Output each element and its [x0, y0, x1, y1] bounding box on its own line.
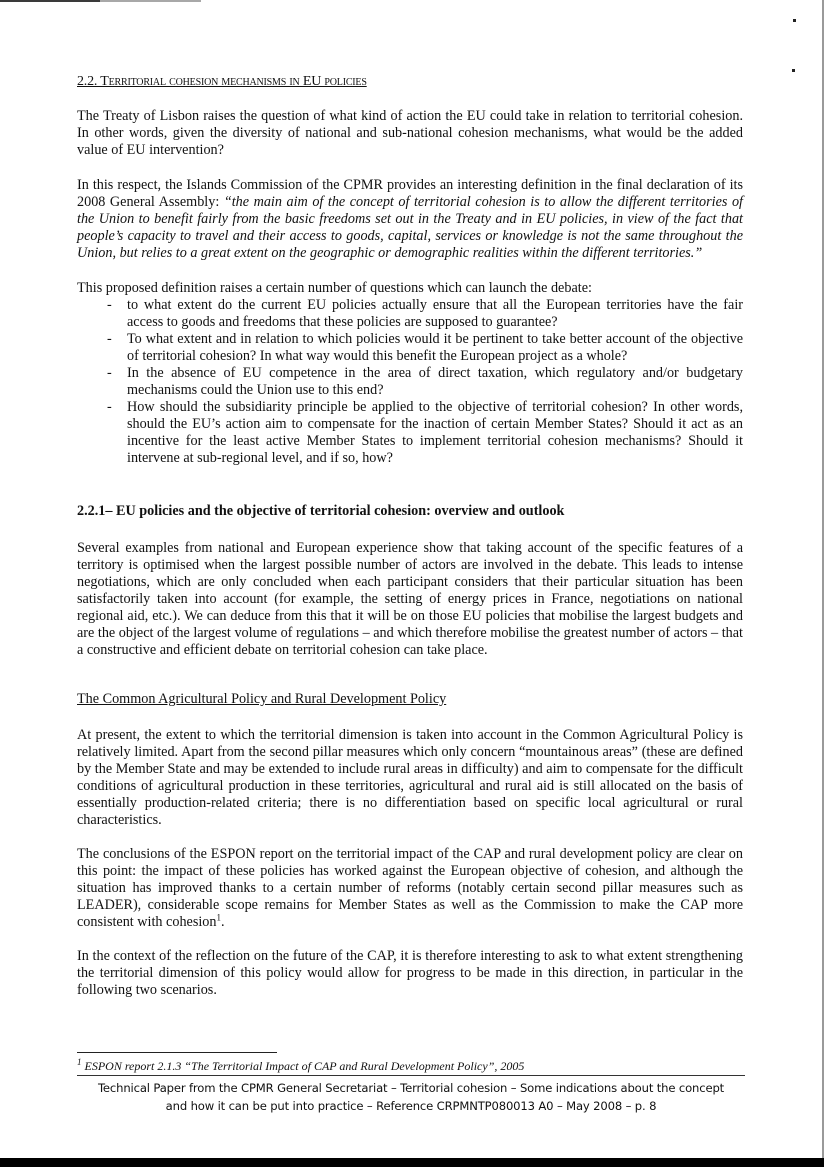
scan-edge-bottom	[0, 1158, 824, 1167]
page-footer	[77, 1079, 745, 1115]
questions-intro: This proposed definition raises a certain number of questions which can launch the debate:	[77, 280, 592, 296]
scan-speck	[792, 69, 795, 72]
definition-quote: “the main aim of the concept of territorial cohesion is to allow the different territories of the Union to benefit fairly from the basic freedoms set out in the Treaty and in EU policies, in view of the fact that people’s capacity to travel and their access to goods, capital, services or knowledge is not the same throughout the Union, but relies to a great extent on the geographic or demographic realities within the different territories.”	[77, 194, 743, 261]
paragraph-espon-conclusions: The conclusions of the ESPON report on the territorial impact of the CAP and rural development policy are clear on this point: the impact of these policies has worked against the European objective of cohesion, and although the situation has improved thanks to a certain number of reforms (notably certain second pillar measures such as LEADER), considerable scope remains for Member States as well as the Commission to make the CAP more consistent with cohesion$^1$.	[77, 846, 743, 930]
paragraph-cap-future: In the context of the reflection on the future of the CAP, it is therefore interesting to ask to what extent strengthening the territorial dimension of this policy would allow for progress to be made in this direction, in particular in the following two scenarios.	[77, 948, 743, 998]
cap-heading: The Common Agricultural Policy and Rural Development Policy	[77, 691, 447, 707]
section-heading: 2.2. Territorial cohesion mechanisms in EU policies	[77, 74, 367, 89]
footnote-number: 1	[77, 1057, 82, 1067]
questions-section	[77, 280, 743, 467]
list-item: - To what extent and in relation to which policies would it be pertinent to take better account of the objective of territorial cohesion? In what way would this benefit the European project as a whole?	[107, 331, 743, 364]
questions-list	[77, 297, 743, 467]
paragraph-cap-present: At present, the extent to which the territorial dimension is taken into account in the Common Agricultural Policy is relatively limited. Apart from the second pillar measures which only concern “mountainous areas” (these are defined by the Member State and may be extended to include rural areas in difficulty) and aim to compensate for the difficult conditions of agricultural production in these territories, agricultural and rural aid is still allocated on the basis of essentially production-related criteria; there is no differentiation based on specific local agricultural or rural characteristics.	[77, 727, 743, 828]
footnote-reference[interactable]: 1	[216, 912, 221, 923]
scan-speck	[793, 19, 796, 22]
footer-line-2: and how it can be put into practice – Reference CRPMNTP080013 A0 – May 2008 – p. 8	[165, 1099, 657, 1113]
subsection-heading: 2.2.1– EU policies and the objective of territorial cohesion: overview and outlook	[77, 503, 565, 519]
dash-bullet: -	[107, 331, 112, 347]
paragraph-islands-commission	[77, 177, 743, 262]
footnote	[77, 1059, 524, 1074]
footer-line-1: Technical Paper from the CPMR General Secretariat – Territorial cohesion – Some indications about the concept	[97, 1081, 725, 1095]
dash-bullet: -	[107, 365, 112, 381]
paragraph-intro-text: In this respect, the Islands Commission of the CPMR provides an interesting definition in the final declaration of its 2008 General Assembly:	[77, 177, 743, 210]
scan-edge-top-dark	[0, 0, 100, 2]
paragraph-treaty-lisbon: The Treaty of Lisbon raises the question of what kind of action the EU could take in relation to territorial cohesion. In other words, given the diversity of national and sub-national cohesion mechanisms, what would be the added value of EU intervention?	[77, 108, 743, 158]
dash-bullet: -	[107, 399, 112, 415]
paragraph-examples: Several examples from national and European experience show that taking account of the specific features of a territory is optimised when the largest possible number of actors are involved in the debate. This leads to intense negotiations, which are only concluded when each participant considers that their particular situation has been satisfactorily taken into account (for example, the setting of energy prices in France, negotiations on national regional aid, etc.). We can deduce from this that it will be on those EU policies that mobilise the largest budgets and are the object of the largest volume of regulations – and which therefore mobilise the greatest number of actors – that a constructive and efficient debate on territorial cohesion can take place.	[77, 540, 743, 658]
list-item: - How should the subsidiarity principle be applied to the objective of territorial cohesion? In other words, should the EU’s action aim to compensate for the inaction of certain Member States? Should it act as an incentive for the least active Member States to implement territorial cohesion mechanisms? Should it intervene at sub-regional level, and if so, how?	[107, 399, 743, 466]
scan-edge-top-light	[100, 0, 201, 2]
list-item: - to what extent do the current EU policies actually ensure that all the European territories have the fair access to goods and freedoms that these policies are supposed to guarantee?	[107, 297, 743, 330]
footnote-separator	[77, 1052, 277, 1053]
dash-bullet: -	[107, 297, 112, 313]
footer-separator	[77, 1075, 745, 1076]
list-item: - In the absence of EU competence in the area of direct taxation, which regulatory and/or budgetary mechanisms could the Union use to this end?	[107, 365, 743, 398]
footnote-text: ESPON report 2.1.3 “The Territorial Impact of CAP and Rural Development Policy”, 2005	[81, 1059, 525, 1073]
